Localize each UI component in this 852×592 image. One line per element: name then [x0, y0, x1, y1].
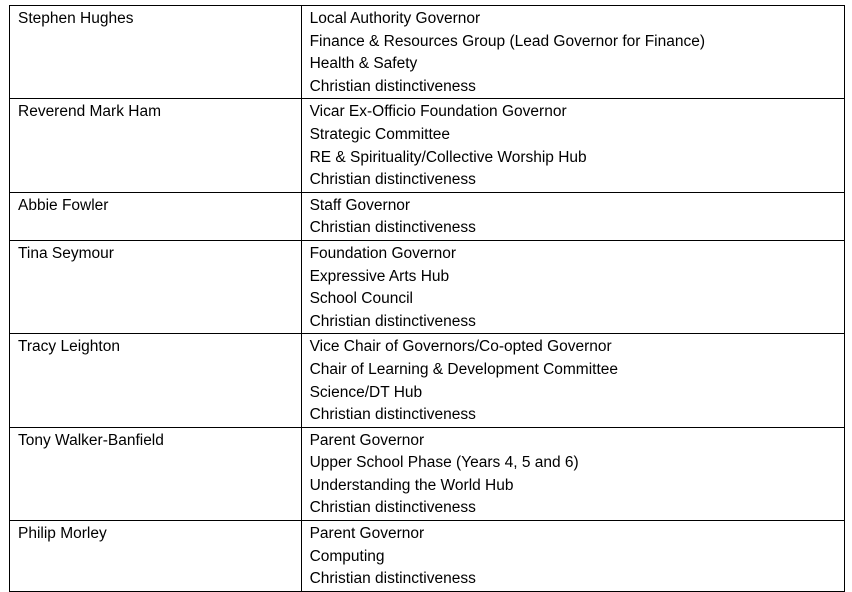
table-row [10, 334, 845, 427]
table-row [10, 427, 845, 520]
governor-name-cell [10, 427, 302, 520]
governor-role: Foundation Governor [309, 244, 457, 262]
governor-name: Reverend Mark Ham [18, 103, 161, 121]
governor-name-cell [10, 99, 302, 192]
governor-role: Vice Chair of Governors/Co-opted Governor [309, 338, 612, 356]
governor-role: Christian distinctiveness [309, 312, 476, 330]
governor-roles-cell [301, 192, 844, 240]
governor-name-cell [10, 6, 302, 99]
governor-name: Abbie Fowler [18, 196, 109, 214]
governor-role: Understanding the World Hub [309, 476, 514, 494]
governor-roles-cell [301, 427, 844, 520]
governor-role: Christian distinctiveness [309, 171, 476, 189]
governor-role: Science/DT Hub [309, 383, 423, 401]
governor-name: Tracy Leighton [18, 338, 120, 356]
governor-name-cell [10, 334, 302, 427]
governor-role: Christian distinctiveness [309, 499, 476, 517]
governor-role: Health & Safety [309, 55, 418, 73]
governors-table [9, 5, 845, 592]
governor-role: Upper School Phase (Years 4, 5 and 6) [309, 454, 579, 472]
governor-roles-cell [301, 521, 844, 592]
governor-role: Parent Governor [309, 431, 425, 449]
governor-role: Staff Governor [309, 196, 411, 214]
governor-name-cell [10, 521, 302, 592]
table-row [10, 521, 845, 592]
governor-role: RE & Spirituality/Collective Worship Hub [309, 148, 587, 166]
governor-role: Christian distinctiveness [309, 219, 476, 237]
governor-name: Stephen Hughes [18, 10, 134, 27]
governor-name: Tina Seymour [18, 244, 114, 262]
governor-roles-cell [301, 99, 844, 192]
governor-role: Strategic Committee [309, 125, 450, 143]
governor-role: Local Authority Governor [309, 10, 481, 27]
governor-role: Parent Governor [309, 525, 425, 543]
governor-role: Chair of Learning & Development Committee [309, 360, 619, 378]
governor-role: Finance & Resources Group (Lead Governor for Finance) [309, 32, 706, 50]
governor-role: Christian distinctiveness [309, 77, 476, 95]
governor-name: Philip Morley [18, 525, 107, 543]
governor-name-cell [10, 192, 302, 240]
governor-roles-cell [301, 240, 844, 333]
governor-role: Christian distinctiveness [309, 406, 476, 424]
governor-role: Expressive Arts Hub [309, 267, 450, 285]
governor-roles-cell [301, 334, 844, 427]
governor-roles-cell [301, 6, 844, 99]
table-row [10, 240, 845, 333]
governor-name-cell [10, 240, 302, 333]
governor-role: Christian distinctiveness [309, 570, 476, 588]
governor-role: Vicar Ex-Officio Foundation Governor [309, 103, 567, 121]
governor-name: Tony Walker-Banfield [18, 431, 164, 449]
table-row [10, 6, 845, 99]
governor-role: Computing [309, 547, 385, 565]
governors-table-body [10, 6, 845, 592]
table-row [10, 99, 845, 192]
governor-role: School Council [309, 290, 413, 308]
table-row [10, 192, 845, 240]
